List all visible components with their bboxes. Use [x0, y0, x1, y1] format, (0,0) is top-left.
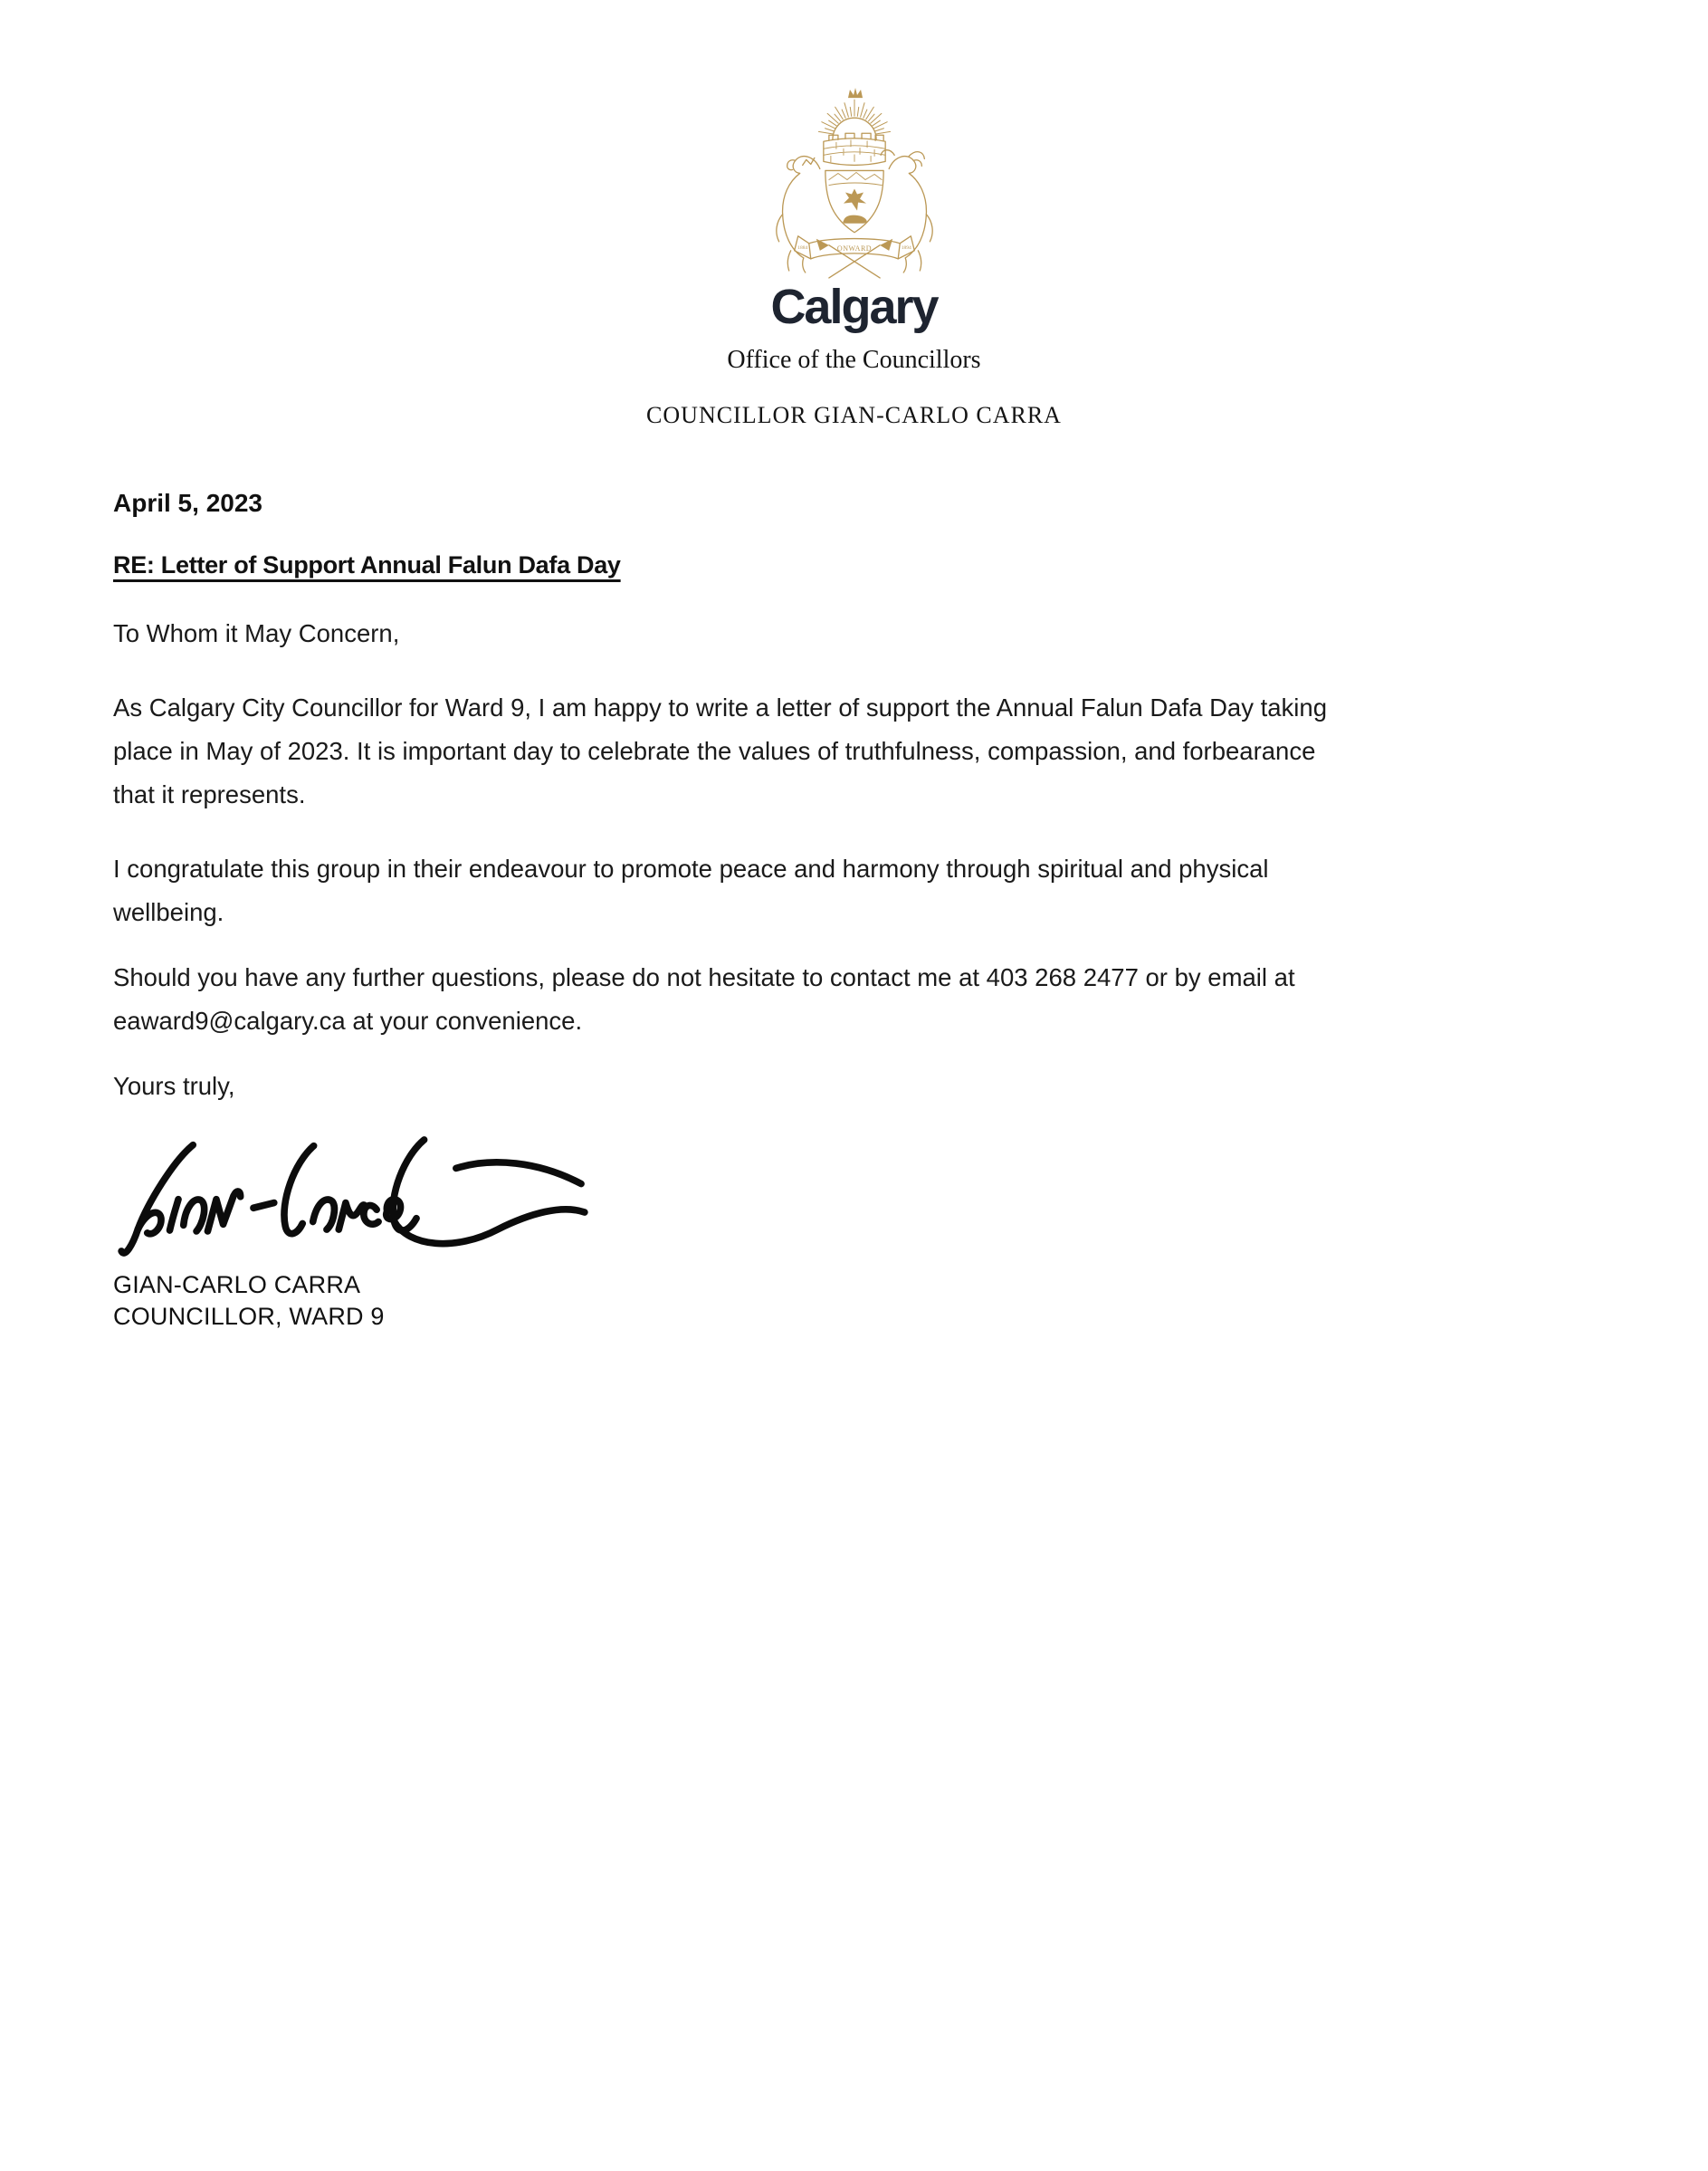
subject-line	[113, 543, 1595, 587]
salutation: To Whom it May Concern,	[113, 619, 400, 647]
closing-line: Yours truly,	[113, 1072, 235, 1100]
paragraph-line: Should you have any further questions, please do not hesitate to contact me at 403 268 2477 or by email at	[113, 963, 1295, 991]
councillor-line: COUNCILLOR GIAN-CARLO CARRA	[646, 402, 1062, 428]
body-paragraph-2	[113, 847, 1595, 934]
crest-bull	[843, 215, 866, 224]
crest-horse-left	[776, 157, 819, 273]
crest-sun-rays	[818, 100, 890, 134]
signer-block	[113, 1269, 1595, 1333]
crest-year-left: 1884	[797, 244, 807, 251]
crest-crown	[847, 88, 862, 98]
paragraph-line: I congratulate this group in their endeavour to promote peace and harmony through spiritual and physical	[113, 855, 1269, 883]
calgary-coat-of-arms-icon	[770, 83, 939, 281]
paragraph-line: eaward9@calgary.ca at your convenience.	[113, 1007, 583, 1035]
crest-banner	[794, 236, 914, 259]
crest-motto: ONWARD	[836, 244, 872, 253]
letter-body	[113, 482, 1595, 1333]
signature-ink	[109, 1121, 615, 1267]
paragraph-line: place in May of 2023. It is important day to celebrate the values of truthfulness, compassion, and forbearance	[113, 737, 1316, 765]
body-paragraph-3	[113, 956, 1595, 1043]
crest-year-right: 1894	[901, 244, 911, 251]
paragraph-line: that it represents.	[113, 780, 306, 808]
letterhead	[0, 0, 1708, 429]
crest-maple-leaf	[843, 189, 865, 211]
signature	[109, 1121, 615, 1267]
date-line: April 5, 2023	[113, 489, 262, 517]
calgary-wordmark: Calgary	[770, 280, 938, 334]
office-line: Office of the Councillors	[727, 346, 981, 374]
paragraph-line: wellbeing.	[113, 898, 224, 926]
signer-title: COUNCILLOR, WARD 9	[113, 1303, 385, 1330]
paragraph-line: As Calgary City Councillor for Ward 9, I am happy to write a letter of support the Annual Falun Dafa Day taking	[113, 693, 1328, 722]
body-paragraph-1	[113, 686, 1595, 817]
crest-shield	[825, 170, 883, 232]
signer-name: GIAN-CARLO CARRA	[113, 1271, 361, 1298]
subject-text: RE: Letter of Support Annual Falun Dafa Day	[113, 551, 621, 579]
